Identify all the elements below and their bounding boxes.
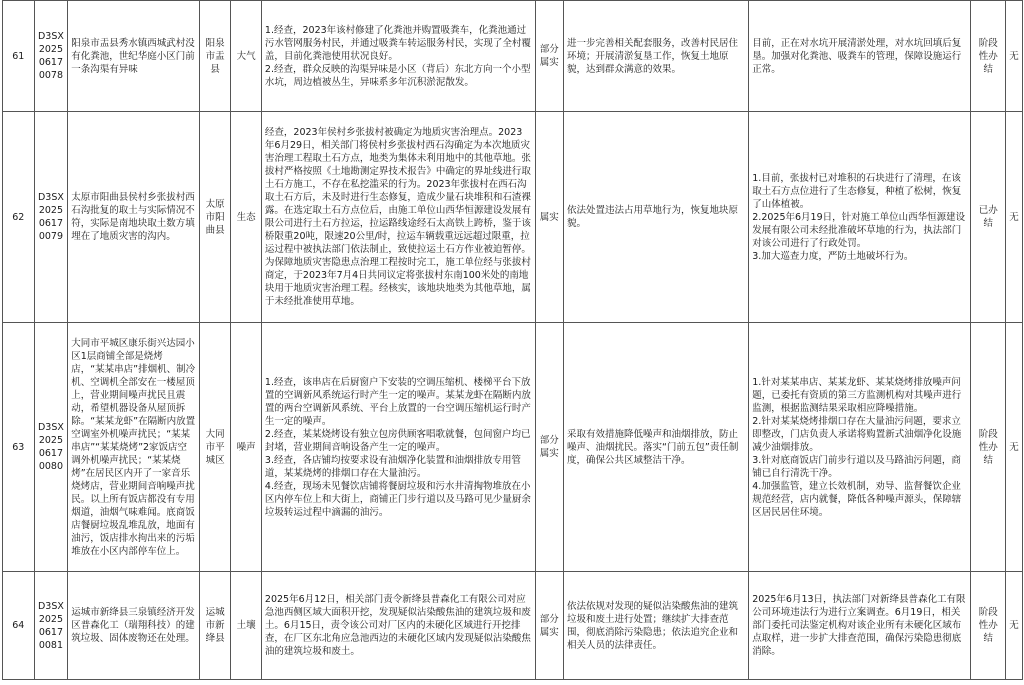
rectification-progress: 1.目前，张拔村已对堆积的石块进行了清理，在该取土石方点位进行了生态修复，种植了松树，恢复了山体植被。 2.2025年6月19日，针对施工单位山西华恒源建设发展有限公司未经批准破坏草地的行为，执法部门对该公司进行了行政处罚。 3.加大巡查力度，严防土地破坏行为。	[749, 112, 971, 323]
finding-paragraph: 1.经查，2023年该村修建了化粪池并购置吸粪车，化粪池通过污水管网服务村民，并通过吸粪车转运服务村民，实现了全村覆盖，目前化粪池使用状况良好。	[264, 24, 531, 62]
complaint-content: 阳泉市盂县秀水镇西城武村没有化粪池，世纪华庭小区门前一条沟渠有异味	[68, 1, 200, 112]
row-number: 61	[3, 1, 35, 112]
accountability: 无	[1006, 112, 1023, 323]
pollution-type: 大气	[231, 1, 262, 112]
location: 太原市阳曲县	[199, 112, 231, 323]
case-code: D3SX202506170080	[34, 323, 68, 572]
finding-paragraph: 3.经查，各店铺均按要求设有油烟净化装置和油烟排放专用管道，某某烧烤的排烟口存在大量油污。	[264, 454, 521, 479]
row-number: 62	[3, 112, 35, 323]
table-row	[3, 572, 1023, 680]
finding-paragraph: 经查，2023年侯村乡张拔村被确定为地质灾害治理点。2023年6月29日，相关部门将侯村乡张拔村西石沟确定为本次地质灾害治理工程取土石方点，地类为集体未利用地中的其他草地。张拔村严格按照《土地勘测定界技术报告》中确定的界址线进行取土石方施工，不存在私挖滥采的行为。2023年张拔村在西石沟取土石方后，未及时进行生态修复，造成少量石块堆积和石渣裸露。在选定取土石方点位后，由施工单位山西华恒源建设发展有限公司进行土石方拉运，拉运路线途经石太高铁上跨桥，鉴于该桥限重20吨，限速20公里/时，拉运车辆载重远远超过限重，拉运过程中被执法部门依法制止，致使拉运土石方作业被迫暂停。为保障地质灾害隐患点治理工程按时完工，施工单位经与张拔村商定，于2023年7月4日共同议定将张拔村东南100米处的南地块用于地质灾害治理工程。经核实，该地块地类为其他草地，属于未经批准使用草地。	[264, 127, 531, 307]
case-status: 阶段性办结	[971, 323, 1006, 572]
case-status: 阶段性办结	[971, 1, 1006, 112]
pollution-type: 噪声	[231, 323, 262, 572]
case-code: D3SX202506170078	[34, 1, 68, 112]
case-code: D3SX202506170081	[34, 572, 68, 680]
finding-paragraph: 1.经查，该串店在后厨窗户下安装的空调压缩机、楼梯平台下放置的空调新风系统运行时产生一定的噪声。某某龙虾在隔断内放置的两台空调新风系统、平台上放置的一台空调压缩机运行时产生一定的噪声。	[264, 376, 531, 427]
finding-paragraph: 2.经查，群众反映的沟渠异味是小区（背后）东北方向一个小型水坑，周边植被丛生，异味系多年沉积淤泥散发。	[264, 63, 531, 88]
verdict: 部分属实	[535, 1, 563, 112]
table-row	[3, 1, 1023, 112]
rectification-progress: 2025年6月13日，执法部门对新绛县普森化工有限公司环境违法行为进行立案调查。6月19日，相关部门委托司法鉴定机构对该企业所有未硬化区域布点取样，进一步扩大排查范围，确保污染隐患彻底消除。	[749, 572, 971, 680]
row-number: 63	[3, 323, 35, 572]
location: 运城市新绛县	[199, 572, 231, 680]
location: 阳泉市盂县	[199, 1, 231, 112]
rectification-progress: 目前，正在对水坑开展清淤处理，对水坑回填后复垦。加强对化粪池、吸粪车的管理，保障设施运行正常。	[749, 1, 971, 112]
pollution-type: 土壤	[231, 572, 262, 680]
accountability: 无	[1006, 572, 1023, 680]
verdict: 部分属实	[535, 572, 563, 680]
handling-measures: 依法处置违法占用草地行为，恢复地块原貌。	[564, 112, 749, 323]
table-row	[3, 112, 1023, 323]
row-number: 64	[3, 572, 35, 680]
table-row	[3, 323, 1023, 572]
case-table	[2, 0, 1023, 680]
complaint-content: 太原市阳曲县侯村乡张拔村西石沟批复的取土与实际情况不符，实际是南地块取土数方填埋在了地质灾害的沟内。	[68, 112, 200, 323]
complaint-content: 大同市平城区康乐街兴达园小区1层商铺全部是烧烤店，“某某串店”排烟机、制冷机、空调机全部安在一楼屋顶上，营业期间噪声扰民且震动，希望机器设备从屋顶拆除。“某某龙虾”在隔断内放置空调室外机噪声扰民；“某某串店”“某某烧烤”2家饭店空调外机噪声扰民；“某某烧烤”在居民区内开了一家音乐烧烤店，营业期间音响噪声扰民。以上所有饭店都没有专用烟道，油烟气味难闻。底商饭店餐厨垃圾乱堆乱放，地面有油污，饭店排水拘出来的污垢堆放在小区内部停车位上。	[68, 323, 200, 572]
case-code: D3SX202506170079	[34, 112, 68, 323]
finding-paragraph: 2.经查，某某烧烤设有独立包房供顾客唱歌就餐，包间窗户均已封堵，营业期间音响设备产生一定的噪声。	[264, 428, 531, 453]
investigation-findings	[261, 112, 535, 323]
finding-paragraph: 4.经查，现场未见餐饮店铺将餐厨垃圾和污水井清掏物堆放在小区内停车位上和大街上，商铺正门步行道以及马路可见少量厨余垃圾转运过程中滴漏的油污。	[264, 480, 531, 518]
pollution-type: 生态	[231, 112, 262, 323]
investigation-findings	[261, 323, 535, 572]
handling-measures: 进一步完善相关配套服务，改善村民居住环境；开展清淤复垦工作，恢复土地原貌，达到群众满意的效果。	[564, 1, 749, 112]
handling-measures: 依法依规对发现的疑似沾染酸焦油的建筑垃圾和废土进行处置；继续扩大排查范围，彻底消除污染隐患；依法追究企业和相关人员的法律责任。	[564, 572, 749, 680]
accountability: 无	[1006, 1, 1023, 112]
accountability: 无	[1006, 323, 1023, 572]
finding-paragraph: 2025年6月12日，相关部门责令新绛县普森化工有限公司对应急池西侧区域大面积开挖，发现疑似沾染酸焦油的建筑垃圾和废土。6月15日，责令该公司对厂区内的未硬化区域进行开挖排查，在厂区东北角应急池西边的未硬化区域内发现疑似沾染酸焦油的建筑垃圾和废土。	[264, 594, 531, 657]
handling-measures: 采取有效措施降低噪声和油烟排放，防止噪声、油烟扰民。落实“门前五包”责任制度，确保公共区域整洁干净。	[564, 323, 749, 572]
verdict: 部分属实	[535, 323, 563, 572]
complaint-content: 运城市新绛县三泉镇经济开发区普森化工（瑞翔科技）的建筑垃圾、固体废物还在处理。	[68, 572, 200, 680]
investigation-findings	[261, 572, 535, 680]
rectification-progress: 1.针对某某串店、某某龙虾、某某烧烤排放噪声问题，已委托有资质的第三方监测机构对其噪声进行监测，根据监测结果采取相应降噪措施。 2.针对某某烧烤排烟口存在大量油污问题，要求立即整改，门店负责人承诺将购置新式油烟净化设施减少油烟排放。 3.针对底商饭店门前步行道以及马路油污问题，商铺已自行清洗干净。 4.加强监管，建立长效机制，劝导、监督餐饮企业规范经营，店内就餐，降低各种噪声源头，保障辖区居民居住环境。	[749, 323, 971, 572]
location: 大同市平城区	[199, 323, 231, 572]
case-status: 阶段性办结	[971, 572, 1006, 680]
case-status: 已办结	[971, 112, 1006, 323]
investigation-findings	[261, 1, 535, 112]
verdict: 属实	[535, 112, 563, 323]
